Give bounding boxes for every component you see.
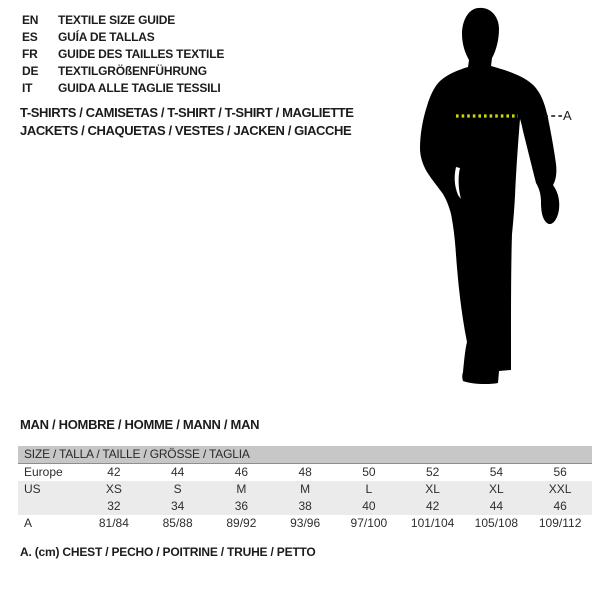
table-row-europe xyxy=(18,464,592,481)
table-cell: 42 xyxy=(107,465,121,479)
table-cell: 40 xyxy=(362,499,376,513)
table-row-chest xyxy=(18,515,592,532)
language-row-it xyxy=(22,79,224,96)
table-cell: 85/88 xyxy=(162,516,193,530)
language-label: TEXTILE SIZE GUIDE xyxy=(58,12,176,27)
table-cell: XL xyxy=(489,482,504,496)
table-cell: L xyxy=(365,482,373,496)
table-cell: 52 xyxy=(425,465,440,479)
language-code: FR xyxy=(22,46,38,61)
language-code: IT xyxy=(22,80,33,95)
table-cell: 105/108 xyxy=(474,516,519,530)
table-cell: XXL xyxy=(548,482,572,496)
table-cell: M xyxy=(300,482,311,496)
table-cell: XS xyxy=(105,482,122,496)
gender-title: MAN / HOMBRE / HOMME / MANN / MAN xyxy=(20,417,260,432)
man-figure xyxy=(400,0,600,400)
table-cell: 36 xyxy=(234,499,249,513)
table-row-us xyxy=(18,481,592,498)
table-cell: S xyxy=(173,482,182,496)
table-cell: 38 xyxy=(298,499,312,513)
table-row-uk xyxy=(18,498,592,515)
language-row-de xyxy=(22,62,224,79)
table-cell: 48 xyxy=(298,465,312,479)
table-cell: 32 xyxy=(107,499,121,513)
language-row-fr xyxy=(22,45,224,62)
row-label: Europe xyxy=(24,465,63,479)
table-cell: 101/104 xyxy=(410,516,455,530)
table-cell: 34 xyxy=(170,499,185,513)
language-row-en xyxy=(22,11,224,28)
language-code: ES xyxy=(22,29,38,44)
table-cell: 97/100 xyxy=(350,516,388,530)
language-label: GUIDA ALLE TAGLIE TESSILI xyxy=(58,80,221,95)
row-label: A xyxy=(24,516,33,530)
measurement-label-a: A xyxy=(563,108,572,123)
table-cell: 46 xyxy=(234,465,249,479)
measurement-footnote: A. (cm) CHEST / PECHO / POITRINE / TRUHE / PETTO xyxy=(20,545,316,559)
table-cell: 93/96 xyxy=(290,516,321,530)
language-code: EN xyxy=(22,12,39,27)
table-cell: 44 xyxy=(170,465,185,479)
table-cell: XL xyxy=(425,482,440,496)
table-cell: 46 xyxy=(553,499,567,513)
size-table-header: SIZE / TALLA / TAILLE / GRÖSSE / TAGLIA xyxy=(18,446,592,464)
category-lines xyxy=(20,104,354,140)
man-silhouette-figure xyxy=(400,0,600,400)
table-cell: M xyxy=(236,482,247,496)
table-cell: 42 xyxy=(425,499,440,513)
row-label xyxy=(18,498,82,515)
language-label: GUIDE DES TAILLES TEXTILE xyxy=(58,46,225,61)
table-cell: 89/92 xyxy=(226,516,257,530)
language-label: TEXTILGRÖßENFÜHRUNG xyxy=(58,63,207,78)
language-code: DE xyxy=(22,63,39,78)
table-cell: 50 xyxy=(362,465,376,479)
table-cell: 109/112 xyxy=(538,516,582,530)
table-cell: 54 xyxy=(489,465,504,479)
language-list xyxy=(22,11,224,96)
language-row-es xyxy=(22,28,224,45)
size-table xyxy=(18,446,592,532)
table-cell: 81/84 xyxy=(98,516,129,530)
table-cell: 56 xyxy=(553,465,567,479)
row-label: US xyxy=(24,482,41,496)
category-line-tshirts: T-SHIRTS / CAMISETAS / T-SHIRT / T-SHIRT / MAGLIETTE xyxy=(20,105,354,120)
language-label: GUÍA DE TALLAS xyxy=(58,29,155,44)
table-cell: 44 xyxy=(489,499,504,513)
category-line-jackets: JACKETS / CHAQUETAS / VESTES / JACKEN / GIACCHE xyxy=(20,123,352,138)
man-silhouette-shape xyxy=(420,8,559,384)
